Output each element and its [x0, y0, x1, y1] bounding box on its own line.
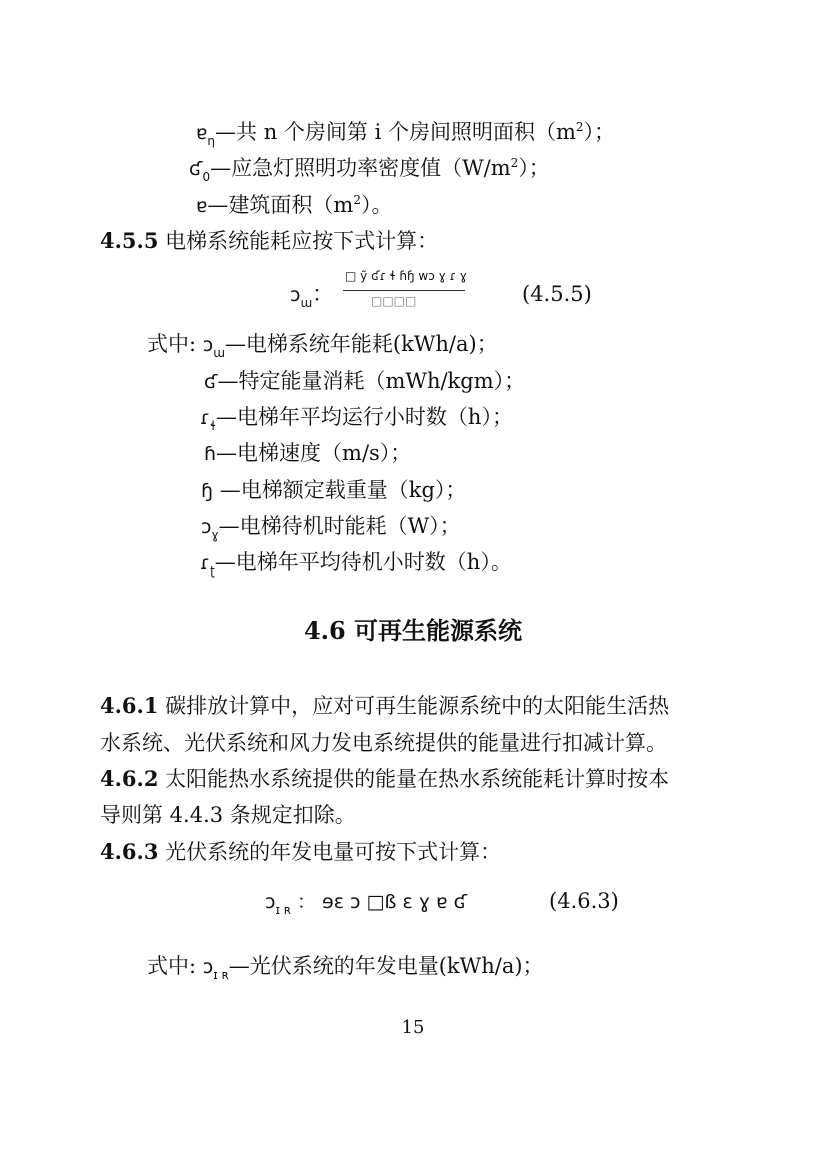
clause-number: 4.6.2 [100, 766, 159, 791]
where-line-specific-energy: ʛ—特定能量消耗（mWh/kgm）； [204, 369, 526, 393]
clause-number: 4.6.1 [100, 693, 159, 718]
clause-number: 4.6.3 [100, 839, 159, 864]
equation-body: ɔ$_{ɪ ʀ}$ ： ɘɛ ɔ □ß ɛ ɣ ɐ ʛ [265, 891, 468, 917]
where-line-pv-generation: 式中: ɔ$_{ɪ ʀ}$—光伏系统的年发电量(kWh/a)； [147, 954, 544, 982]
definition-line-room-area: ɐ$_\eta$—共 n 个房间第 i 个房间照明面积$(m^2)$； [196, 120, 616, 148]
equation-number: (4.6.3) [549, 889, 619, 913]
page-number: 15 [401, 1017, 425, 1038]
clause-4-5-5: 4.5.5 电梯系统能耗应按下式计算： [100, 228, 439, 253]
equation-numerator: □ ỹ ʛɾ ɬ ɦɧ wɔ ɣ ɾ ɣ [345, 269, 467, 283]
equation-denominator: □□□□ [371, 294, 417, 308]
clause-4-6-2-continued: 导则第 4.4.3 条规定扣除。 [100, 803, 356, 827]
definition-line-emergency-density: ʛ$_0$—应急灯照明功率密度值$(W/m^2)$； [189, 156, 550, 184]
equation-lhs: ɔ$_ɯ$： [290, 282, 334, 310]
fraction-bar [343, 290, 465, 291]
where-line-load: ɧ —电梯额定载重量（kg）； [201, 478, 467, 502]
where-line-speed: ɦ—电梯速度（m/s）； [204, 441, 412, 465]
where-line-standby-power: ɔ$_ɣ$—电梯待机时能耗（W）； [201, 514, 461, 542]
definition-line-building-area: ɐ—建筑面积$(m^2)$。 [196, 193, 393, 217]
clause-4-6-1-continued: 水系统、光伏系统和风力发电系统提供的能量进行扣减计算。 [100, 731, 667, 755]
clause-4-6-3: 4.6.3 光伏系统的年发电量可按下式计算： [100, 839, 502, 864]
clause-number: 4.5.5 [100, 228, 159, 253]
section-heading: 4.6 可再生能源系统 [303, 616, 523, 645]
equation-number: (4.5.5) [522, 282, 592, 306]
clause-4-6-1: 4.6.1 碳排放计算中，应对可再生能源系统中的太阳能生活热 [100, 693, 670, 718]
where-line-standby-hours: ɾ$_ʈ$—电梯年平均待机小时数（h）。 [200, 550, 512, 578]
where-line-running-hours: ɾ$_ɬ$—电梯年平均运行小时数（h）； [200, 405, 513, 433]
clause-4-6-2: 4.6.2 太阳能热水系统提供的能量在热水系统能耗计算时按本 [100, 766, 670, 791]
where-line-energy: 式中: ɔ$_ɯ$—电梯系统年能耗(kWh/a)； [147, 332, 498, 360]
